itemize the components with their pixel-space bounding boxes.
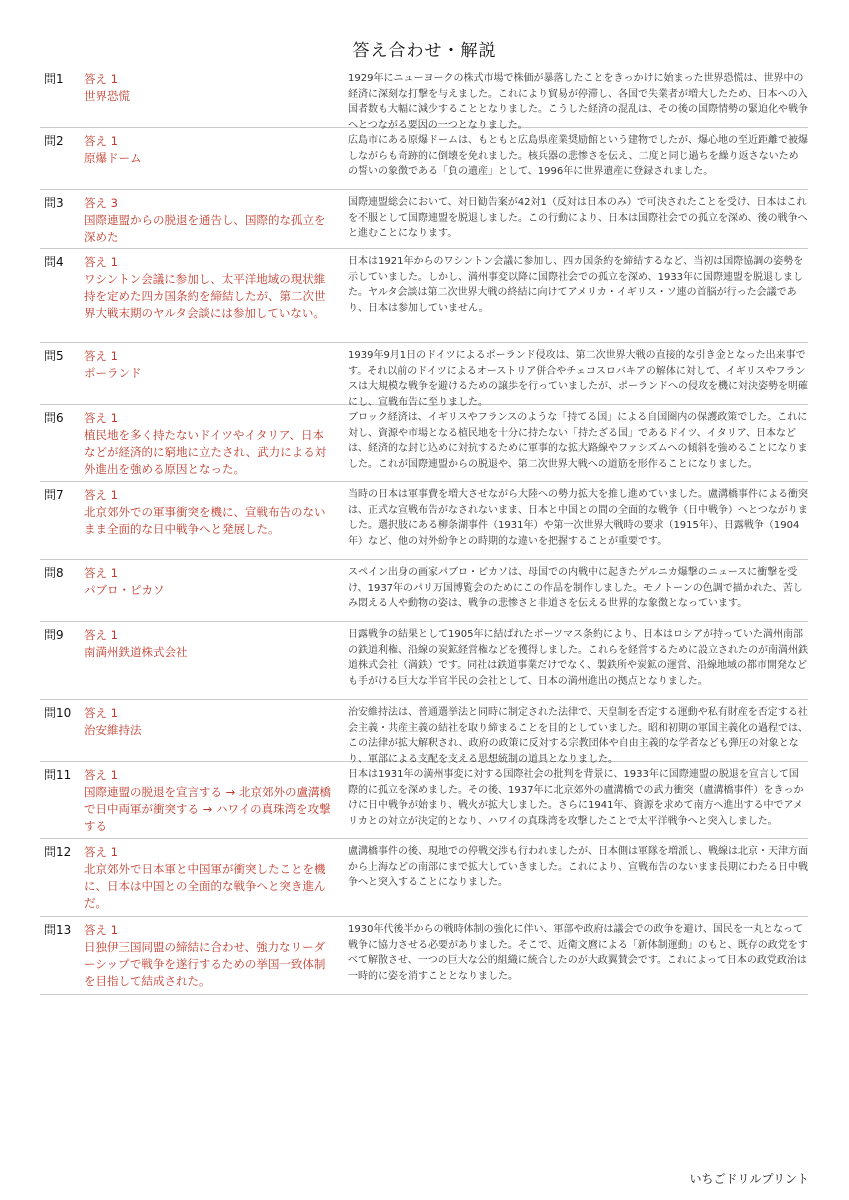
footer-brand: いちごドリルプリント <box>689 1172 809 1186</box>
explanation-text: 国際連盟総会において、対日勧告案が42対1（反対は日本のみ）で可決されたことを受け、日本はこれを不服として国際連盟を脱退しました。この行動により、日本は国際社会での孤立を深め、後の戦争へと進むことになります。 <box>348 197 808 239</box>
answer-label: 答え 1 <box>84 255 118 269</box>
answer-cell <box>80 487 332 559</box>
answer-label: 答え 3 <box>84 196 118 210</box>
answer-text: 南満州鉄道株式会社 <box>84 645 188 659</box>
explanation-text: 1930年代後半からの戦時体制の強化に伴い、軍部や政府は議会での政争を避け、国民を一丸となって戦争に協力させる必要がありました。そこで、近衛文麿による「新体制運動」のもと、既存の政党をすべて解散させ、一つの巨大な公的組織に統合したのが大政翼賛会です。これによって日本の政党政治は一時的に姿を消すこととなりました。 <box>348 924 808 982</box>
table-row <box>40 560 808 622</box>
question-number: 問8 <box>44 566 64 580</box>
table-row <box>40 343 808 408</box>
answer-text: パブロ・ピカソ <box>84 583 165 597</box>
answer-text: 北京郊外で日本軍と中国軍が衝突したことを機に、日本は中国との全面的な戦争へと突き進んだ。 <box>84 862 326 910</box>
answer-cell <box>80 195 332 248</box>
answer-cell <box>80 410 332 481</box>
explanation-text: 日露戦争の結果として1905年に結ばれたポーツマス条約により、日本はロシアが持っていた満州南部の鉄道利権、沿線の炭鉱経営権などを獲得しました。これらを経営するために設立されたのが南満州鉄道株式会社（満鉄）です。同社は鉄道事業だけでなく、製鉄所や炭鉱の運営、沿線地域の都市開発なども手がける巨大な半官半民の会社として、日本の満州進出の拠点となりました。 <box>348 629 808 687</box>
explanation-text: 日本は1931年の満州事変に対する国際社会の批判を背景に、1933年に国際連盟の脱退を宣言して国際的に孤立を深めました。その後、1937年に北京郊外の盧溝橋での武力衝突（盧溝橋事件）をきっかけに日中戦争が始まり、戦火が拡大しました。さらに1941年、資源を求めて南方へ進出する中でアメリカとの対立が決定的となり、ハワイの真珠湾を攻撃したことで太平洋戦争へと突入しました。 <box>348 769 804 827</box>
answer-text: 原爆ドーム <box>84 151 142 165</box>
answer-table <box>40 66 808 995</box>
question-number: 問4 <box>44 255 64 269</box>
answer-text: ポーランド <box>84 366 142 380</box>
answer-text: ワシントン会議に参加し、太平洋地域の現状維持を定めた四カ国条約を締結したが、第二次世界大戦末期のヤルタ会談には参加していない。 <box>84 272 326 320</box>
table-row <box>40 839 808 917</box>
explanation-text: 盧溝橋事件の後、現地での停戦交渉も行われましたが、日本側は軍隊を増派し、戦線は北京・天津方面から上海などの南部にまで拡大していきました。これにより、宣戦布告のないまま長期にわたる日中戦争へと突入することになりました。 <box>348 846 808 888</box>
answer-label: 答え 1 <box>84 411 118 425</box>
question-number: 問10 <box>44 706 72 720</box>
table-row <box>40 128 808 190</box>
explanation-text: ブロック経済は、イギリスやフランスのような「持てる国」による自国圏内の保護政策でした。これに対し、資源や市場となる植民地を十分に持たない「持たざる国」であるドイツ、イタリア、日本などは、経済的な封じ込めに対抗するために軍事的な拡大路線やファシズムへの傾斜を強めることになりました。これが国際連盟からの脱退や、第二次世界大戦への道筋を形作ることになりました。 <box>348 412 808 470</box>
table-row <box>40 482 808 560</box>
answer-cell <box>80 922 332 994</box>
table-row <box>40 622 808 700</box>
explanation-text: 治安維持法は、普通選挙法と同時に制定された法律で、天皇制を否定する運動や私有財産を否定する社会主義・共産主義の結社を取り締まることを目的としていました。昭和初期の軍国主義化の過程では、この法律が拡大解釈され、政府の政策に反対する宗教団体や自由主義的な学者なども弾圧の対象となり、軍部による支配を支える思想統制の道具となりました。 <box>348 707 808 765</box>
answer-cell <box>80 705 332 761</box>
answer-cell <box>80 627 332 699</box>
page-title: 答え合わせ・解説 <box>352 41 497 61</box>
answer-cell <box>80 254 332 342</box>
answer-cell <box>80 844 332 916</box>
explanation-text: スペイン出身の画家パブロ・ピカソは、母国での内戦中に起きたゲルニカ爆撃のニュースに衝撃を受け、1937年のパリ万国博覧会のためにこの作品を制作しました。モノトーンの色調で描かれた、苦しみ悶える人や動物の姿は、戦争の悲惨さと非道さを伝える世界的な象徴となっています。 <box>348 567 803 609</box>
answer-label: 答え 1 <box>84 845 118 859</box>
question-number: 問6 <box>44 411 64 425</box>
answer-cell <box>80 348 332 404</box>
question-number: 問7 <box>44 488 64 502</box>
answer-cell <box>80 133 332 189</box>
table-row <box>40 762 808 839</box>
question-number: 問1 <box>44 72 64 86</box>
explanation-text: 日本は1921年からのワシントン会議に参加し、四カ国条約を締結するなど、当初は国際協調の姿勢を示していました。しかし、満州事変以降に国際社会での孤立を深め、1933年に国際連盟を脱退しました。ヤルタ会談は第二次世界大戦の終結に向けてアメリカ・イギリス・ソ連の首脳が行った会議であり、日本は参加していません。 <box>348 256 804 314</box>
answer-label: 答え 1 <box>84 768 118 782</box>
question-number: 問11 <box>44 768 72 782</box>
explanation-text: 広島市にある原爆ドームは、もともと広島県産業奨励館という建物でしたが、爆心地の至近距離で被爆しながらも奇跡的に倒壊を免れました。核兵器の悲惨さを伝え、二度と同じ過ちを繰り返さないための誓いの象徴である「負の遺産」として、1996年に世界遺産に登録されました。 <box>348 135 808 177</box>
table-row <box>40 700 808 765</box>
explanation-text: 1939年9月1日のドイツによるポーランド侵攻は、第二次世界大戦の直接的な引き金となった出来事です。それ以前のドイツによるオーストリア併合やチェコスロバキアの解体に対して、イギリスやフランスは大規模な戦争を避けるための譲歩を行っていましたが、ポーランドへの侵攻を機に対決姿勢を明確にし、宣戦布告に至りました。 <box>348 350 808 408</box>
answer-label: 答え 1 <box>84 349 118 363</box>
answer-text: 国際連盟からの脱退を通告し、国際的な孤立を深めた <box>84 213 326 244</box>
answer-label: 答え 1 <box>84 923 118 937</box>
answer-label: 答え 1 <box>84 628 118 642</box>
answer-text: 世界恐慌 <box>84 89 130 103</box>
answer-text: 日独伊三国同盟の締結に合わせ、強力なリーダーシップで戦争を遂行するための挙国一致体制を目指して結成された。 <box>84 940 326 988</box>
question-number: 問12 <box>44 845 72 859</box>
answer-text: 植民地を多く持たないドイツやイタリア、日本などが経済的に窮地に立たされ、武力による対外進出を強める原因となった。 <box>84 428 327 476</box>
question-number: 問5 <box>44 349 64 363</box>
question-number: 問3 <box>44 196 64 210</box>
answer-label: 答え 1 <box>84 488 118 502</box>
table-row <box>40 66 808 131</box>
answer-label: 答え 1 <box>84 706 118 720</box>
question-number: 問13 <box>44 923 72 937</box>
table-row <box>40 405 808 482</box>
explanation-text: 1929年にニューヨークの株式市場で株価が暴落したことをきっかけに始まった世界恐慌は、世界中の経済に深刻な打撃を与えました。これにより貿易が停滞し、各国で失業者が増大したため、日本への入国者数も大幅に減少することとなりました。こうした経済の混乱は、その後の国際情勢の緊迫化や戦争へとつながる要因の一つとなりました。 <box>348 73 808 131</box>
answer-text: 治安維持法 <box>84 723 142 737</box>
answer-label: 答え 1 <box>84 72 118 86</box>
explanation-text: 当時の日本は軍事費を増大させながら大陸への勢力拡大を推し進めていました。盧溝橋事件による衝突は、正式な宣戦布告がなされないまま、日本と中国との間の全面的な戦争（日中戦争）へとつながりました。選択肢にある柳条湖事件（1931年）や第一次世界大戦時の要求（1915年）、日露戦争（1904年）など、他の対外紛争との時期的な違いを把握することが重要です。 <box>348 489 808 547</box>
answer-text: 北京郊外での軍事衝突を機に、宣戦布告のないまま全面的な日中戦争へと発展した。 <box>84 505 326 536</box>
table-row <box>40 249 808 343</box>
answer-label: 答え 1 <box>84 566 118 580</box>
table-row <box>40 190 808 249</box>
answer-cell <box>80 565 332 621</box>
answer-label: 答え 1 <box>84 134 118 148</box>
question-number: 問2 <box>44 134 64 148</box>
answer-text: 国際連盟の脱退を宣言する → 北京郊外の盧溝橋で日中両軍が衝突する → ハワイの真珠湾を攻撃する <box>84 785 331 833</box>
answer-cell <box>80 71 332 127</box>
question-number: 問9 <box>44 628 64 642</box>
table-row <box>40 917 808 995</box>
answer-cell <box>80 767 332 838</box>
